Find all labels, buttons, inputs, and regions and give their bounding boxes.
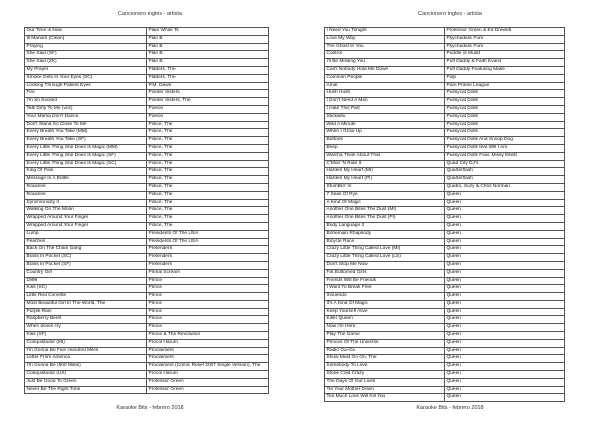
page-footer: Karaoke Bits - febrero 2018 xyxy=(116,405,184,411)
artist-cell: Puff Daddy Featuring Mase xyxy=(445,66,565,74)
song-title-cell: Wrapped Around Your Finger xyxy=(25,222,147,230)
table-row xyxy=(25,347,269,355)
song-title-cell: Conquistador (US) xyxy=(25,371,147,379)
table-row xyxy=(25,35,269,43)
table-row xyxy=(325,378,565,386)
artist-cell: Platters, The xyxy=(147,66,269,74)
artist-cell: Police, The xyxy=(147,152,269,160)
artist-cell: Primal Scream xyxy=(147,269,269,277)
song-title-cell: Message In A Bottle xyxy=(25,176,147,184)
song-title-cell: Bohemian Rhapsody xyxy=(325,230,445,238)
artist-cell: Pointer Sisters xyxy=(147,90,269,98)
table-row xyxy=(325,324,565,332)
table-row xyxy=(25,129,269,137)
song-title-cell: 1999 xyxy=(25,277,147,285)
song-title-cell: Back On The Chain Gang xyxy=(25,246,147,254)
artist-cell: Professor Green xyxy=(147,378,269,386)
artist-cell: Pussycat Dolls xyxy=(445,98,565,106)
table-row xyxy=(25,43,269,51)
song-title-cell: I'm So Excited xyxy=(25,98,147,106)
song-title-cell: Hush Hush xyxy=(325,90,445,98)
artist-cell: Pussycat Dolls xyxy=(445,121,565,129)
artist-cell: Pointer Sisters, The xyxy=(147,98,269,106)
artist-cell: P.M. Dawn xyxy=(147,82,269,90)
table-row xyxy=(325,28,565,36)
song-title-cell: My Prayer xyxy=(25,66,147,74)
artist-cell: Queen xyxy=(445,254,565,262)
page-header: Cancionero ingles - artista xyxy=(118,11,182,17)
song-title-cell: Raspberry Beret xyxy=(25,316,147,324)
table-row xyxy=(325,98,565,106)
table-row xyxy=(25,316,269,324)
song-title-cell: Country Girl xyxy=(25,269,147,277)
song-title-cell: Every Breath You Take (SF) xyxy=(25,137,147,145)
table-row xyxy=(325,207,565,215)
artist-cell: Queen xyxy=(445,269,565,277)
artist-cell: Queen xyxy=(445,293,565,301)
artist-cell: Proclaimers xyxy=(147,347,269,355)
table-row xyxy=(25,222,269,230)
artist-cell: Proclaimers xyxy=(147,355,269,363)
artist-cell: Pussycat Dolls xyxy=(445,105,565,113)
artist-cell: Pussycat Dolls feat Will I Am xyxy=(445,144,565,152)
table-row xyxy=(25,293,269,301)
artist-cell: Queen xyxy=(445,277,565,285)
artist-cell: Queen xyxy=(445,246,565,254)
song-title-cell: Killer Queen xyxy=(325,316,445,324)
table-row xyxy=(25,59,269,67)
song-title-cell: When doves cry xyxy=(25,324,147,332)
table-row xyxy=(325,160,565,168)
song-title-cell: Walking On The Moon xyxy=(25,207,147,215)
artist-cell: Queen xyxy=(445,363,565,371)
song-title-cell: Radio Ga-Ga xyxy=(325,347,445,355)
song-title-cell: Bicycle Race xyxy=(325,238,445,246)
artist-cell: Prince xyxy=(147,277,269,285)
song-title-cell: Love My Way xyxy=(325,35,445,43)
table-row xyxy=(25,378,269,386)
table-row xyxy=(325,168,565,176)
table-row xyxy=(25,121,269,129)
artist-cell: Quad City DJ's xyxy=(445,160,565,168)
table-row xyxy=(25,215,269,223)
table-row xyxy=(325,74,565,82)
table-row xyxy=(325,269,565,277)
table-row xyxy=(25,269,269,277)
table-row xyxy=(325,43,565,51)
table-row xyxy=(25,191,269,199)
artist-cell: Prince xyxy=(147,300,269,308)
song-title-cell: A Kind Of Magic xyxy=(325,199,445,207)
artist-cell: Police, The xyxy=(147,160,269,168)
table-row xyxy=(25,82,269,90)
song-title-cell: Roxanne xyxy=(25,183,147,191)
artist-cell: Police, The xyxy=(147,137,269,145)
table-row xyxy=(325,199,565,207)
table-row xyxy=(325,183,565,191)
artist-cell: Poison xyxy=(147,113,269,121)
song-title-cell: Lump xyxy=(25,230,147,238)
song-title-cell: Crazy Little Thing Called Love (LS) xyxy=(325,254,445,262)
table-row xyxy=(25,246,269,254)
song-title-cell: King Of Pain xyxy=(25,168,147,176)
table-row xyxy=(25,160,269,168)
song-title-cell: Roxanne xyxy=(25,191,147,199)
song-title-cell: Now I'm Here xyxy=(325,324,445,332)
song-title-cell: When I Grow Up xyxy=(325,129,445,137)
song-title-cell: Smoke Gets In Your Eyes (SC) xyxy=(25,74,147,82)
song-title-cell: Brass In Pocket (SF) xyxy=(25,261,147,269)
song-title-cell: She Said (ZK) xyxy=(25,59,147,67)
table-row xyxy=(25,176,269,184)
artist-cell: Professor Green xyxy=(147,386,269,394)
table-row xyxy=(325,238,565,246)
song-table xyxy=(24,27,269,394)
table-row xyxy=(325,230,565,238)
table-row xyxy=(325,347,565,355)
song-title-cell: I Want To Break Free xyxy=(325,285,445,293)
song-title-cell: Our Time is Now xyxy=(25,28,147,36)
artist-cell: Prince & The Revolution xyxy=(147,332,269,340)
artist-cell: Queen xyxy=(445,316,565,324)
song-title-cell: Play The Game xyxy=(325,332,445,340)
artist-cell: Police, The xyxy=(147,168,269,176)
table-row xyxy=(325,35,565,43)
table-row xyxy=(325,121,565,129)
table-row xyxy=(25,137,269,145)
song-title-cell: Most Beautiful Girl In The World, The xyxy=(25,300,147,308)
song-title-cell: Praying xyxy=(25,43,147,51)
song-table xyxy=(324,27,565,402)
song-title-cell: Another One Bites The Dust (MI) xyxy=(325,207,445,215)
artist-cell: Police, The xyxy=(147,129,269,137)
table-row xyxy=(25,66,269,74)
artist-cell: Puff Daddy & Faith Evans xyxy=(445,59,565,67)
table-row xyxy=(325,277,565,285)
song-title-cell: Stumblin' In xyxy=(325,183,445,191)
artist-cell: Procol Harum xyxy=(147,339,269,347)
song-title-cell: Never Be The Right Time xyxy=(25,386,147,394)
table-row xyxy=(25,113,269,121)
artist-cell: Plan B xyxy=(147,51,269,59)
song-title-cell: Synchronicity II xyxy=(25,199,147,207)
table-row xyxy=(325,363,565,371)
song-title-cell: Another One Bites The Dust (PI) xyxy=(325,215,445,223)
song-title-cell: Wait A Minute xyxy=(325,121,445,129)
table-row xyxy=(25,386,269,394)
artist-cell: Psychedelic Furs xyxy=(445,43,565,51)
table-row xyxy=(25,51,269,59)
table-row xyxy=(25,152,269,160)
artist-cell: Plain White Ts xyxy=(147,28,269,36)
table-row xyxy=(325,254,565,262)
song-title-cell: Peaches xyxy=(25,238,147,246)
song-title-cell: I Hate This Part xyxy=(325,105,445,113)
artist-cell: Pussycat Dolls xyxy=(445,129,565,137)
artist-cell: Queen xyxy=(445,238,565,246)
artist-cell: Police, The xyxy=(147,121,269,129)
page-footer: Karaoke Bits - febrero 2018 xyxy=(416,405,484,411)
table-row xyxy=(25,98,269,106)
artist-cell: Prince xyxy=(147,316,269,324)
table-row xyxy=(325,222,565,230)
song-title-cell: Show Must Go On, The xyxy=(325,355,445,363)
song-table-body xyxy=(325,28,565,402)
song-title-cell: Talk Dirty To Me (voz) xyxy=(25,105,147,113)
table-row xyxy=(25,254,269,262)
table-row xyxy=(25,105,269,113)
table-row xyxy=(25,144,269,152)
artist-cell: Queen xyxy=(445,339,565,347)
table-row xyxy=(325,308,565,316)
page-header: Cancionero ingles - artista xyxy=(418,11,482,17)
artist-cell: Police, The xyxy=(147,222,269,230)
table-row xyxy=(325,371,565,379)
table-row xyxy=(325,339,565,347)
table-row xyxy=(25,74,269,82)
song-title-cell: Just Be Good To Green xyxy=(25,378,147,386)
song-title-cell: Stone Cold Crazy xyxy=(325,371,445,379)
table-row xyxy=(325,215,565,223)
song-title-cell: Too Much Love Will Kill You xyxy=(325,394,445,402)
table-row xyxy=(25,285,269,293)
artist-cell: Queen xyxy=(445,222,565,230)
table-row xyxy=(325,129,565,137)
song-title-cell: Every Little Thing She Does Is Magic (SC) xyxy=(25,160,147,168)
artist-cell: Police, The xyxy=(147,199,269,207)
artist-cell: Pretenders xyxy=(147,254,269,262)
table-row xyxy=(325,137,565,145)
table-row xyxy=(325,394,565,402)
song-title-cell: Kiss (SF) xyxy=(25,332,147,340)
artist-cell: Pretenders xyxy=(147,246,269,254)
song-title-cell: Conquistador (MI) xyxy=(25,339,147,347)
artist-cell: Queen xyxy=(445,261,565,269)
song-title-cell: Innuendo xyxy=(325,293,445,301)
song-title-cell: Fat Bottomed Girls xyxy=(325,269,445,277)
artist-cell: Presidents Of The USA xyxy=(147,230,269,238)
song-title-cell: Every Little Thing She Does Is Magic (MM) xyxy=(25,144,147,152)
artist-cell: Pure Prairie League xyxy=(445,82,565,90)
artist-cell: Queen xyxy=(445,378,565,386)
table-row xyxy=(25,90,269,98)
artist-cell: Poison xyxy=(147,105,269,113)
song-title-cell: Beep xyxy=(325,144,445,152)
table-row xyxy=(25,300,269,308)
song-title-cell: Fire xyxy=(25,90,147,98)
artist-cell: Pussycat Dolls Feat. Missy Elliott xyxy=(445,152,565,160)
song-title-cell: Somebody To Love xyxy=(325,363,445,371)
song-title-cell: Harden My Heart (MI) xyxy=(325,168,445,176)
artist-cell: Police, The xyxy=(147,144,269,152)
artist-cell: Queen xyxy=(445,324,565,332)
table-row xyxy=(325,293,565,301)
table-row xyxy=(25,230,269,238)
table-row xyxy=(325,355,565,363)
table-row xyxy=(25,308,269,316)
artist-cell: Queen xyxy=(445,386,565,394)
song-title-cell: C'Mon 'N Ride It xyxy=(325,160,445,168)
artist-cell: Pulp xyxy=(445,74,565,82)
artist-cell: Pussycat Dolls xyxy=(445,90,565,98)
song-title-cell: Common People xyxy=(325,74,445,82)
song-title-cell: She Said (SF) xyxy=(25,51,147,59)
artist-cell: Platters, The xyxy=(147,74,269,82)
artist-cell: Plan B xyxy=(147,35,269,43)
artist-cell: Plan B xyxy=(147,59,269,67)
artist-cell: Queen xyxy=(445,285,565,293)
artist-cell: Proclaimers (Comic Relief 2007 Single Version), The xyxy=(147,363,269,371)
song-title-cell: Crazy Little Thing Called Love (MI) xyxy=(325,246,445,254)
table-row xyxy=(325,90,565,98)
table-row xyxy=(325,191,565,199)
artist-cell: Quatro, Suzy & Chris Norman xyxy=(445,183,565,191)
song-title-cell: Every Little Thing She Does Is Magic (SF) xyxy=(25,152,147,160)
artist-cell: Professor Green & Ed Drewett xyxy=(445,28,565,36)
song-title-cell: I'll Be Missing You xyxy=(325,59,445,67)
table-row xyxy=(25,28,269,36)
song-title-cell: 7 Seas Of Rye xyxy=(325,191,445,199)
table-row xyxy=(325,246,565,254)
song-title-cell: Ill Manors (Clean) xyxy=(25,35,147,43)
song-title-cell: I'm Gonna Be (500 Miles) xyxy=(25,363,147,371)
artist-cell: Queen xyxy=(445,355,565,363)
table-row xyxy=(325,82,565,90)
artist-cell: Police, The xyxy=(147,207,269,215)
artist-cell: Prince xyxy=(147,324,269,332)
song-title-cell: It's A Kind Of Magic xyxy=(325,300,445,308)
table-row xyxy=(325,105,565,113)
artist-cell: Queen xyxy=(445,347,565,355)
table-row xyxy=(325,261,565,269)
table-row xyxy=(325,66,565,74)
artist-cell: Police, The xyxy=(147,215,269,223)
table-row xyxy=(25,238,269,246)
artist-cell: Queen xyxy=(445,332,565,340)
song-title-cell: I Don't Need A Man xyxy=(325,98,445,106)
table-row xyxy=(325,300,565,308)
song-title-cell: Princes Of The Universe xyxy=(325,339,445,347)
table-row xyxy=(25,332,269,340)
song-title-cell: Tie Your Mother Down xyxy=(325,386,445,394)
song-title-cell: Don't Stand So Close To Me xyxy=(25,121,147,129)
table-row xyxy=(325,144,565,152)
artist-cell: Police, The xyxy=(147,183,269,191)
song-title-cell: Looking Through Patient Eyes xyxy=(25,82,147,90)
table-row xyxy=(325,113,565,121)
song-title-cell: Your Mama Don't Dance xyxy=(25,113,147,121)
song-title-cell: I Need You Tonight xyxy=(325,28,445,36)
table-row xyxy=(25,363,269,371)
song-title-cell: Stickwitu xyxy=(325,113,445,121)
table-row xyxy=(25,324,269,332)
artist-cell: Police, The xyxy=(147,191,269,199)
song-title-cell: Buttons xyxy=(325,137,445,145)
song-title-cell: Brass In Pocket (SC) xyxy=(25,254,147,262)
song-title-cell: Body Language 3 xyxy=(325,222,445,230)
artist-cell: Queen xyxy=(445,308,565,316)
song-title-cell: Control xyxy=(325,51,445,59)
table-row xyxy=(25,371,269,379)
song-title-cell: Harden My Heart (PI) xyxy=(325,176,445,184)
artist-cell: Puddle of Mudd xyxy=(445,51,565,59)
table-row xyxy=(325,285,565,293)
song-title-cell: Don't Stop Me Now xyxy=(325,261,445,269)
table-row xyxy=(325,176,565,184)
song-title-cell: Wrapped Around Your Finger xyxy=(25,215,147,223)
artist-cell: Presidents Of The USA xyxy=(147,238,269,246)
song-title-cell: The Ghost In You xyxy=(325,43,445,51)
table-row xyxy=(325,51,565,59)
song-title-cell: I'm Gonna Be Five Hundred Miles xyxy=(25,347,147,355)
artist-cell: Queen xyxy=(445,371,565,379)
artist-cell: Psychedelic Furs xyxy=(445,35,565,43)
song-title-cell: Kiss (SC) xyxy=(25,285,147,293)
artist-cell: Procol Harum xyxy=(147,371,269,379)
artist-cell: Queen xyxy=(445,199,565,207)
artist-cell: Prince xyxy=(147,293,269,301)
table-row xyxy=(25,355,269,363)
table-row xyxy=(25,168,269,176)
table-row xyxy=(25,199,269,207)
song-title-cell: Purple Rain xyxy=(25,308,147,316)
artist-cell: Quarterflash xyxy=(445,168,565,176)
table-row xyxy=(25,261,269,269)
table-row xyxy=(25,207,269,215)
song-title-cell: Little Red Corvette xyxy=(25,293,147,301)
table-row xyxy=(325,316,565,324)
table-row xyxy=(325,152,565,160)
table-row xyxy=(25,339,269,347)
artist-cell: Plan B xyxy=(147,43,269,51)
artist-cell: Pretenders xyxy=(147,261,269,269)
song-title-cell: Keep Yourself Alive xyxy=(325,308,445,316)
song-title-cell: Amie xyxy=(325,82,445,90)
artist-cell: Queen xyxy=(445,300,565,308)
song-title-cell: Every Breath You Take (MM) xyxy=(25,129,147,137)
song-title-cell: Friends Will Be Friends xyxy=(325,277,445,285)
song-table-body xyxy=(25,28,269,394)
artist-cell: Queen xyxy=(445,207,565,215)
song-title-cell: Can't Nobody Hold Me Down xyxy=(325,66,445,74)
artist-cell: Queen xyxy=(445,191,565,199)
artist-cell: Queen xyxy=(445,394,565,402)
table-row xyxy=(25,277,269,285)
artist-cell: Police, The xyxy=(147,176,269,184)
artist-cell: Queen xyxy=(445,215,565,223)
artist-cell: Pussycat Dolls And Snoop Dog xyxy=(445,137,565,145)
song-title-cell: Watcha Think About That xyxy=(325,152,445,160)
artist-cell: Queen xyxy=(445,230,565,238)
table-row xyxy=(325,332,565,340)
artist-cell: Prince xyxy=(147,285,269,293)
table-row xyxy=(325,59,565,67)
artist-cell: Quarterflash xyxy=(445,176,565,184)
artist-cell: Pussycat Dolls xyxy=(445,113,565,121)
table-row xyxy=(25,183,269,191)
song-title-cell: Letter From America xyxy=(25,355,147,363)
song-title-cell: The Days Of Our Lives xyxy=(325,378,445,386)
artist-cell: Prince xyxy=(147,308,269,316)
table-row xyxy=(325,386,565,394)
right-page xyxy=(300,0,600,424)
